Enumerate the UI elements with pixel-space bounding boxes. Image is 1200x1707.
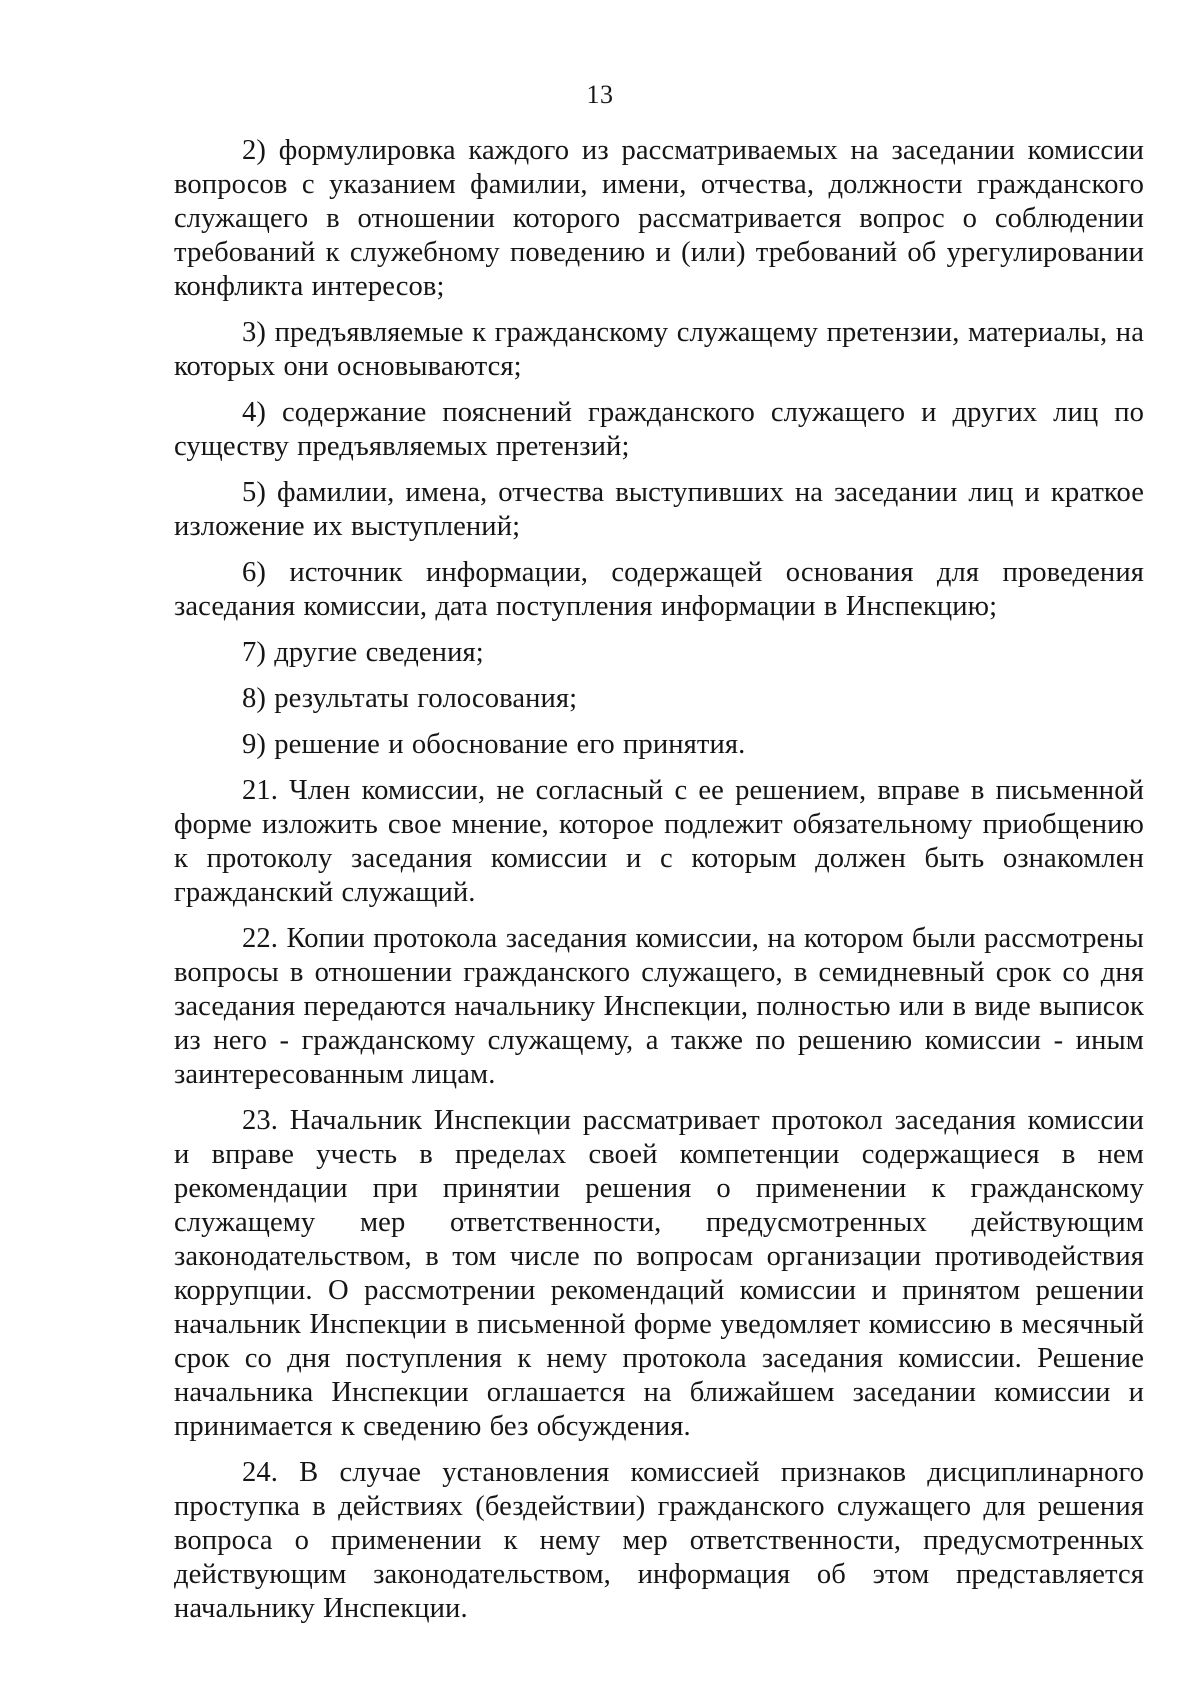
paragraph-item-2: 2) формулировка каждого из рассматриваемых на заседании комиссии вопросов с указанием фамилии, имени, отчества, должности гражданского служащего в отношении которого рассматривается вопрос о соблюдении требований к служебному поведению и (или) требований об урегулировании конфликта интересов; bbox=[174, 135, 1144, 302]
page-number: 13 bbox=[586, 80, 614, 109]
paragraph-item-4: 4) содержание пояснений гражданского служащего и других лиц по существу предъявляемых претензий; bbox=[174, 397, 1144, 462]
paragraph-clause-23: 23. Начальник Инспекции рассматривает протокол заседания комиссии и вправе учесть в пределах своей компетенции содержащиеся в нем рекомендации при принятии решения о применении к гражданскому служащему мер ответственности, предусмотренных действующим законодательством, в том числе по вопросам организации противодействия коррупции. О рассмотрении рекомендаций комиссии и принятом решении начальник Инспекции в письменной форме уведомляет комиссию в месячный срок со дня поступления к нему протокола заседания комиссии. Решение начальника Инспекции оглашается на ближайшем заседании комиссии и принимается к сведению без обсуждения. bbox=[174, 1105, 1144, 1442]
paragraph-clause-24: 24. В случае установления комиссией признаков дисциплинарного проступка в действиях (бездействии) гражданского служащего для решения вопроса о применении к нему мер ответственности, предусмотренных действующим законодательством, информация об этом представляется начальнику Инспекции. bbox=[174, 1457, 1144, 1624]
paragraph-clause-21: 21. Член комиссии, не согласный с ее решением, вправе в письменной форме изложить свое мнение, которое подлежит обязательному приобщению к протоколу заседания комиссии и с которым должен быть ознакомлен гражданский служащий. bbox=[174, 775, 1144, 908]
paragraph-item-5: 5) фамилии, имена, отчества выступивших на заседании лиц и краткое изложение их выступлений; bbox=[174, 477, 1144, 542]
document-body bbox=[174, 134, 1144, 1638]
paragraph-item-6: 6) источник информации, содержащей основания для проведения заседания комиссии, дата поступления информации в Инспекцию; bbox=[174, 557, 1144, 622]
paragraph-item-3: 3) предъявляемые к гражданскому служащему претензии, материалы, на которых они основываются; bbox=[174, 317, 1144, 382]
paragraph-item-9: 9) решение и обоснование его принятия. bbox=[242, 729, 746, 760]
paragraph-item-7: 7) другие сведения; bbox=[242, 637, 484, 668]
paragraph-clause-22: 22. Копии протокола заседания комиссии, на котором были рассмотрены вопросы в отношении гражданского служащего, в семидневный срок со дня заседания передаются начальнику Инспекции, полностью или в виде выписок из него - гражданскому служащему, а также по решению комиссии - иным заинтересованным лицам. bbox=[174, 923, 1144, 1090]
paragraph-item-8: 8) результаты голосования; bbox=[242, 683, 578, 714]
